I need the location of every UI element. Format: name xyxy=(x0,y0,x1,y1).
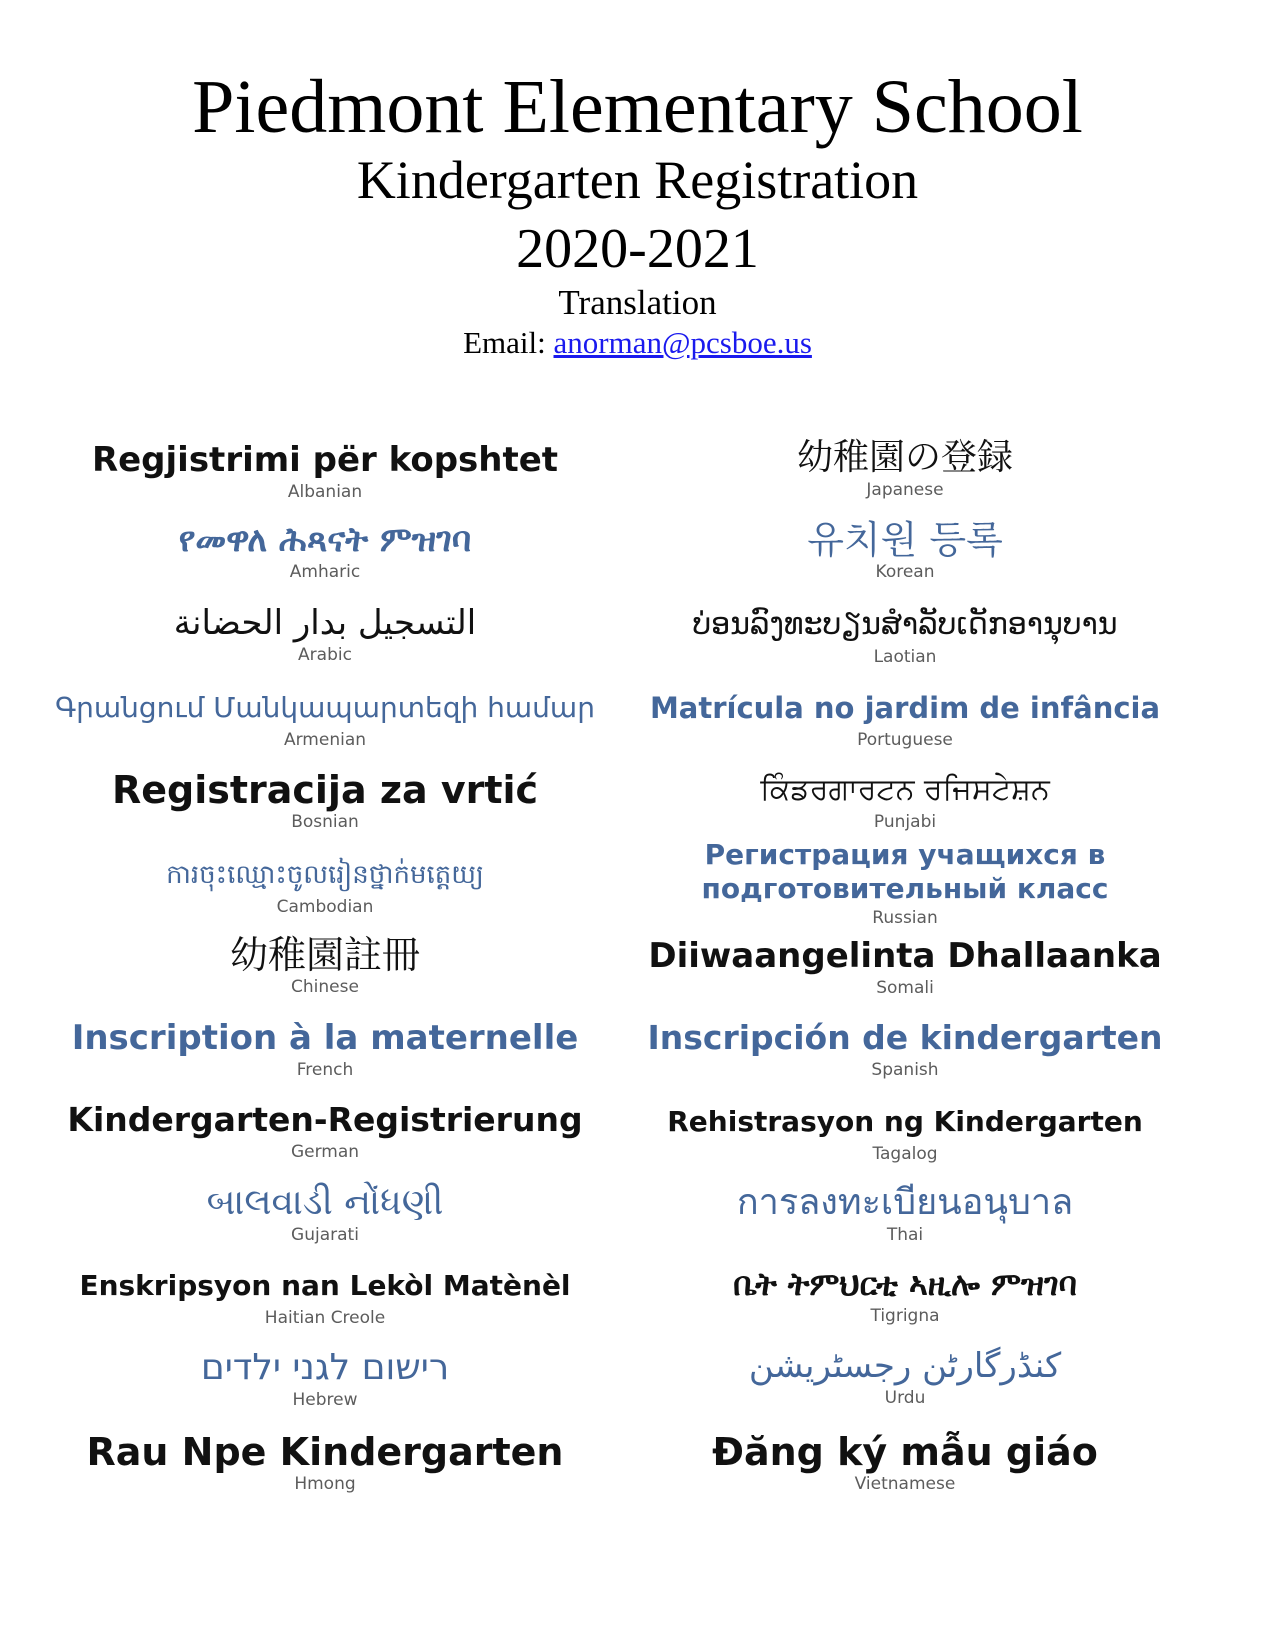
phrase: Գրանցում Մանկապարտեզի համար xyxy=(55,691,595,724)
language-label: Laotian xyxy=(873,647,937,667)
phrase: 幼稚園註冊 xyxy=(229,933,420,977)
language-label: Korean xyxy=(875,562,935,582)
language-label: Portuguese xyxy=(857,730,953,750)
phrase: Inscripción de kindergarten xyxy=(647,1018,1163,1057)
phrase: التسجيل بدار الحضانة xyxy=(173,603,477,643)
registration-subtitle: Kindergarten Registration xyxy=(356,150,919,210)
language-label: Haitian Creole xyxy=(264,1308,386,1328)
language-label: Gujarati xyxy=(291,1225,359,1245)
language-label: Thai xyxy=(886,1225,924,1245)
language-label: Tagalog xyxy=(872,1144,938,1164)
phrase: การลงทะเบียนอนุบาล xyxy=(736,1182,1074,1223)
language-label: Cambodian xyxy=(276,897,374,917)
entry-cambodian xyxy=(25,855,625,917)
entry-japanese xyxy=(605,438,1205,500)
language-label: Vietnamese xyxy=(854,1474,956,1494)
entry-gujarati xyxy=(25,1183,625,1245)
language-label: Amharic xyxy=(289,562,361,582)
entry-tigrigna xyxy=(605,1264,1205,1326)
email-line xyxy=(0,324,1275,362)
language-label: Spanish xyxy=(871,1060,939,1080)
entry-somali xyxy=(605,936,1205,998)
phrase: Diiwaangelinta Dhallaanka xyxy=(648,936,1162,976)
phrase: Registracija za vrtić xyxy=(111,768,539,812)
entry-amharic xyxy=(25,520,625,582)
phrase: 幼稚園の登録 xyxy=(796,437,1013,478)
entry-hmong xyxy=(25,1432,625,1494)
phrase: ቤት ትምህርቲ ኣዚሎ ምዝገባ xyxy=(733,1265,1077,1303)
phrase: બાલવાડી નોંધણી xyxy=(206,1182,444,1223)
entry-vietnamese xyxy=(605,1432,1205,1494)
entry-spanish xyxy=(605,1018,1205,1080)
entry-korean xyxy=(605,520,1205,582)
language-label: Urdu xyxy=(884,1388,926,1408)
phrase: 유치원 등록 xyxy=(807,518,1003,562)
language-label: Hmong xyxy=(294,1474,356,1494)
entry-russian xyxy=(605,838,1205,928)
language-label: German xyxy=(290,1142,360,1162)
email-link[interactable]: anorman@pcsboe.us xyxy=(553,325,812,360)
phrase: Inscription à la maternelle xyxy=(71,1018,579,1058)
language-label: Russian xyxy=(872,908,938,928)
phrase: Kindergarten-Registrierung xyxy=(67,1100,583,1139)
phrase: ບ່ອນລົງທະບຽນສໍາລັບເດັກອານຸບານ xyxy=(692,607,1118,642)
school-title: Piedmont Elementary School xyxy=(192,65,1083,149)
entry-punjabi xyxy=(605,770,1205,832)
phrase: ការចុះឈ្មោះចូលរៀនថ្នាក់មត្តេយ្យ xyxy=(166,860,484,890)
language-label: Japanese xyxy=(866,480,944,500)
language-label: French xyxy=(296,1060,354,1080)
entry-hebrew xyxy=(25,1348,625,1410)
language-label: Albanian xyxy=(287,482,363,502)
phrase: Matrícula no jardim de infância xyxy=(649,691,1161,725)
language-label: Tigrigna xyxy=(870,1306,940,1326)
phrase-line-2: подготовительный класс xyxy=(701,872,1109,905)
phrase: Rehistrasyon ng Kindergarten xyxy=(667,1105,1143,1138)
entry-albanian xyxy=(25,440,625,502)
translation-heading: Translation xyxy=(558,283,717,322)
phrase: کنڈرگارٹن رجسٹریشن xyxy=(748,1346,1062,1386)
school-year: 2020-2021 xyxy=(516,218,759,280)
entry-arabic xyxy=(25,603,625,665)
entry-urdu xyxy=(605,1346,1205,1408)
entry-laotian xyxy=(605,605,1205,667)
phrase: Đăng ký mẫu giáo xyxy=(712,1430,1098,1474)
language-label: Arabic xyxy=(298,645,352,665)
entry-chinese xyxy=(25,935,625,997)
phrase: Regjistrimi për kopshtet xyxy=(91,440,559,480)
language-label: Chinese xyxy=(291,977,359,997)
language-label: Punjabi xyxy=(873,812,937,832)
email-label: Email: xyxy=(463,325,554,360)
entry-german xyxy=(25,1100,625,1162)
language-label: Bosnian xyxy=(291,812,359,832)
phrase: Rau Npe Kindergarten xyxy=(86,1430,564,1474)
entry-tagalog xyxy=(605,1102,1205,1164)
entry-portuguese xyxy=(605,688,1205,750)
phrase: ਕਿੰਡਰਗਾਰਟਨ ਰਜਿਸਟੇਸ਼ਨ xyxy=(760,772,1050,807)
entry-haitian-creole xyxy=(25,1266,625,1328)
entry-thai xyxy=(605,1183,1205,1245)
phrase: Enskripsyon nan Lekòl Matènèl xyxy=(79,1269,571,1302)
phrase: רישום לגני ילדים xyxy=(200,1347,450,1388)
language-label: Hebrew xyxy=(292,1390,358,1410)
phrase: የመዋለ ሕጻናት ምዝገባ xyxy=(178,520,472,560)
phrase: Регистрация учащихся в xyxy=(704,838,1106,871)
entry-bosnian xyxy=(25,770,625,832)
entry-french xyxy=(25,1018,625,1080)
entry-armenian xyxy=(25,688,625,750)
language-label: Somali xyxy=(876,978,934,998)
language-label: Armenian xyxy=(283,730,367,750)
